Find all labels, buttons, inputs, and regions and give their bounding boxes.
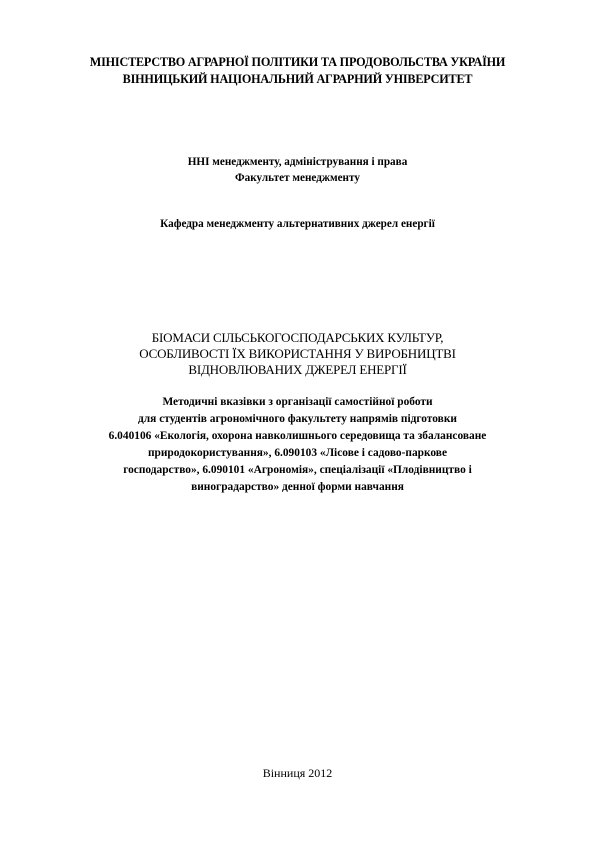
description-line: Методичні вказівки з організації самостійної роботи <box>162 396 433 408</box>
description-line: природокористування», 6.090103 «Лісове і садово-паркове <box>147 447 448 459</box>
description-line: господарство», 6.090101 «Агрономія», спеціалізації «Плодівництво і <box>123 464 472 476</box>
description-line: 6.040106 «Екологія, охорона навколишнього середовища та збалансоване <box>108 430 487 442</box>
university-name: ВІННИЦЬКИЙ НАЦІОНАЛЬНИЙ АГРАРНИЙ УНІВЕРСИТЕТ <box>122 72 473 86</box>
faculty-name: Факультет менеджменту <box>235 172 360 184</box>
place-and-year: Вінниця 2012 <box>262 766 333 780</box>
description-line: для студентів агрономічного факультету напрямів підготовки <box>138 413 457 425</box>
department-name: Кафедра менеджменту альтернативних джерел енергії <box>160 218 435 230</box>
title-line: ОСОБЛИВОСТІ ЇХ ВИКОРИСТАННЯ У ВИРОБНИЦТВІ <box>139 346 456 361</box>
ministry-name: МІНІСТЕРСТВО АГРАРНОЇ ПОЛІТИКИ ТА ПРОДОВОЛЬСТВА УКРАЇНИ <box>89 55 506 69</box>
description-line: виноградарство» денної форми навчання <box>191 481 404 493</box>
institute-name: ННІ менеджменту, адміністрування і права <box>187 156 408 168</box>
title-line: БІОМАСИ СІЛЬСЬКОГОСПОДАРСЬКИХ КУЛЬТУР, <box>151 330 444 345</box>
title-line: ВІДНОВЛЮВАНИХ ДЖЕРЕЛ ЕНЕРГІЇ <box>188 362 407 377</box>
